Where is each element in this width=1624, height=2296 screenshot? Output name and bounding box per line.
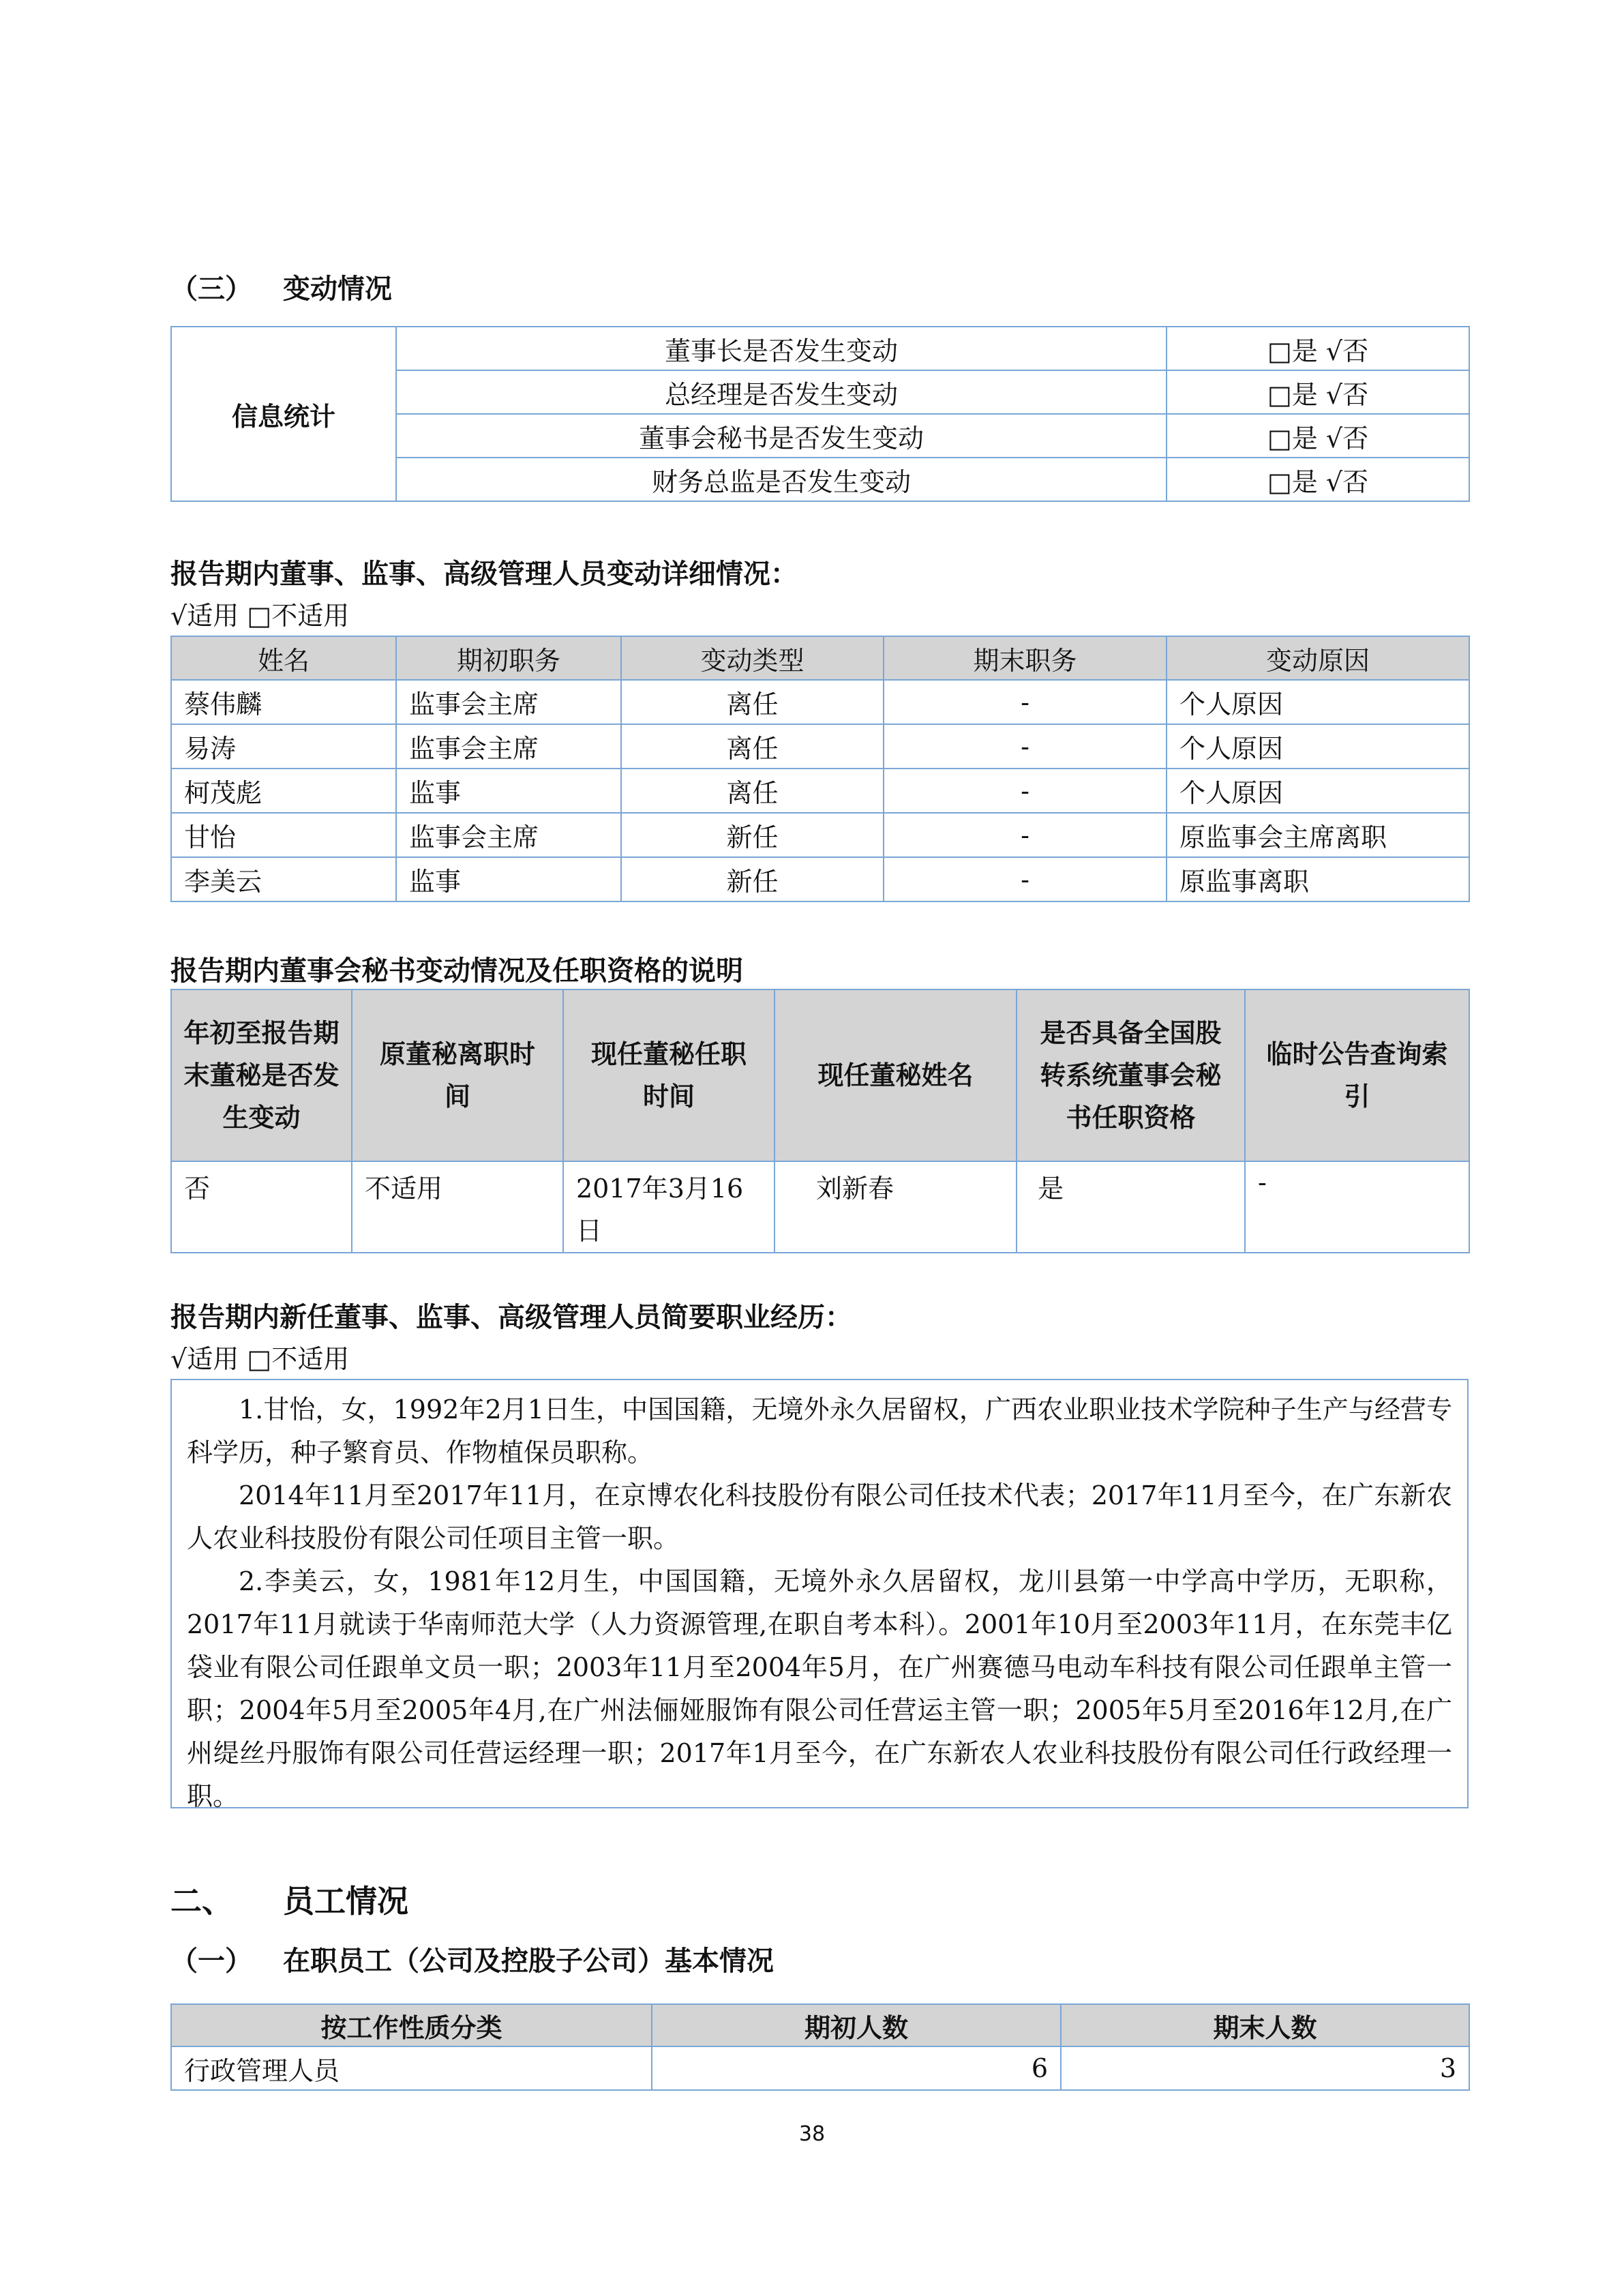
cell-name: 易涛 xyxy=(171,724,396,769)
info-value: □是 √否 xyxy=(1167,370,1469,414)
table-header: 期末职务 xyxy=(884,636,1167,680)
table-row xyxy=(171,724,1469,769)
cell-reason: 个人原因 xyxy=(1167,680,1469,724)
detail-changes-table xyxy=(170,636,1470,902)
section-staff-sub-title: 在职员工（公司及控股子公司）基本情况 xyxy=(283,1945,774,1977)
cell-name: 李美云 xyxy=(171,857,396,901)
info-item: 财务总监是否发生变动 xyxy=(396,458,1167,501)
cell-change-type: 离任 xyxy=(621,724,884,769)
bio-paragraph: 2014年11月至2017年11月，在京博农化科技股份有限公司任技术代表；2017年11月至今，在广东新农人农业科技股份有限公司任项目主管一职。 xyxy=(187,1480,1452,1553)
table-row xyxy=(171,813,1469,857)
cell-end-count: 3 xyxy=(1061,2046,1469,2090)
info-item: 总经理是否发生变动 xyxy=(396,370,1167,414)
cell-start-role: 监事 xyxy=(396,857,621,901)
table-header: 是否具备全国股转系统董事会秘书任职资格 xyxy=(1017,989,1245,1161)
info-value: □是 √否 xyxy=(1167,458,1469,501)
detail-changes-applicable: √适用 □不适用 xyxy=(170,601,350,631)
table-row xyxy=(171,769,1469,813)
secretary-title: 报告期内董事会秘书变动情况及任职资格的说明 xyxy=(170,955,743,987)
cell-change-type: 新任 xyxy=(621,813,884,857)
table-header: 现任董秘姓名 xyxy=(775,989,1017,1161)
cell-end-role: - xyxy=(884,857,1167,901)
table-header: 期初人数 xyxy=(652,2004,1061,2046)
page-number: 38 xyxy=(798,2122,826,2146)
cell-secretary-name: 刘新春 xyxy=(775,1161,1017,1253)
secretary-table xyxy=(170,989,1470,1253)
cell-name: 甘怡 xyxy=(171,813,396,857)
cell-start-role: 监事会主席 xyxy=(396,680,621,724)
cell-end-role: - xyxy=(884,769,1167,813)
bio-paragraph: 2.李美云，女，1981年12月生，中国国籍，无境外永久居留权，龙川县第一中学高中学历，无职称，2017年11月就读于华南师范大学（人力资源管理,在职自考本科）。2001年10月至2003年11月，在东莞丰亿袋业有限公司任跟单文员一职；2003年11月至2004年5月，在广州赛德马电动车科技有限公司任跟单主管一职；2004年5月至2005年4月,在广州法俪娅服饰有限公司任营运主管一职；2005年5月至2016年12月,在广州缇丝丹服饰有限公司任营运经理一职；2017年1月至今，在广东新农人农业科技股份有限公司任行政经理一职。 xyxy=(187,1566,1452,1811)
cell-leave-time: 不适用 xyxy=(352,1161,563,1253)
section-changes-num: （三） xyxy=(170,273,252,305)
table-header: 年初至报告期末董秘是否发生变动 xyxy=(171,989,352,1161)
table-row xyxy=(171,1161,1469,1253)
info-table xyxy=(170,326,1470,502)
cell-change-type: 新任 xyxy=(621,857,884,901)
cell-start-count: 6 xyxy=(652,2046,1061,2090)
cell-start-role: 监事会主席 xyxy=(396,724,621,769)
bio-title: 报告期内新任董事、监事、高级管理人员简要职业经历： xyxy=(170,1302,852,1333)
table-row xyxy=(171,857,1469,901)
info-item: 董事会秘书是否发生变动 xyxy=(396,414,1167,458)
table-header: 期初职务 xyxy=(396,636,621,680)
cell-reason: 个人原因 xyxy=(1167,769,1469,813)
cell-category: 行政管理人员 xyxy=(171,2046,652,2090)
bio-box xyxy=(170,1379,1469,1811)
cell-name: 蔡伟麟 xyxy=(171,680,396,724)
table-header: 期末人数 xyxy=(1061,2004,1469,2046)
info-value: □是 √否 xyxy=(1167,327,1469,370)
table-header: 现任董秘任职时间 xyxy=(563,989,775,1161)
cell-name: 柯茂彪 xyxy=(171,769,396,813)
info-item: 董事长是否发生变动 xyxy=(396,327,1167,370)
table-header: 姓名 xyxy=(171,636,396,680)
section-staff-sub-num: （一） xyxy=(170,1945,252,1977)
cell-start-role: 监事会主席 xyxy=(396,813,621,857)
table-row xyxy=(171,2046,1469,2090)
table-header: 变动原因 xyxy=(1167,636,1469,680)
cell-end-role: - xyxy=(884,813,1167,857)
bio-paragraph: 1.甘怡，女，1992年2月1日生，中国国籍，无境外永久居留权，广西农业职业技术学院种子生产与经营专科学历，种子繁育员、作物植保员职称。 xyxy=(187,1395,1452,1467)
cell-start-role: 监事 xyxy=(396,769,621,813)
section-changes-title: 变动情况 xyxy=(283,273,392,305)
table-header: 临时公告查询索引 xyxy=(1245,989,1469,1161)
section-staff-title: 员工情况 xyxy=(283,1883,408,1920)
cell-reason: 原监事会主席离职 xyxy=(1167,813,1469,857)
cell-changed: 否 xyxy=(171,1161,352,1253)
table-header: 按工作性质分类 xyxy=(171,2004,652,2046)
cell-announcement-index: - xyxy=(1245,1161,1469,1253)
staff-table xyxy=(170,2003,1470,2091)
detail-changes-title: 报告期内董事、监事、高级管理人员变动详细情况： xyxy=(170,558,798,590)
table-row xyxy=(171,680,1469,724)
section-staff-num: 二、 xyxy=(170,1883,233,1920)
cell-end-role: - xyxy=(884,680,1167,724)
cell-change-type: 离任 xyxy=(621,769,884,813)
cell-end-role: - xyxy=(884,724,1167,769)
table-header: 原董秘离职时间 xyxy=(352,989,563,1161)
cell-qualified: 是 xyxy=(1017,1161,1245,1253)
info-table-label: 信息统计 xyxy=(171,327,396,501)
cell-change-type: 离任 xyxy=(621,680,884,724)
bio-applicable: √适用 □不适用 xyxy=(170,1344,350,1374)
cell-appoint-time: 2017年3月16日 xyxy=(563,1161,775,1253)
info-value: □是 √否 xyxy=(1167,414,1469,458)
table-header: 变动类型 xyxy=(621,636,884,680)
cell-reason: 个人原因 xyxy=(1167,724,1469,769)
cell-reason: 原监事离职 xyxy=(1167,857,1469,901)
